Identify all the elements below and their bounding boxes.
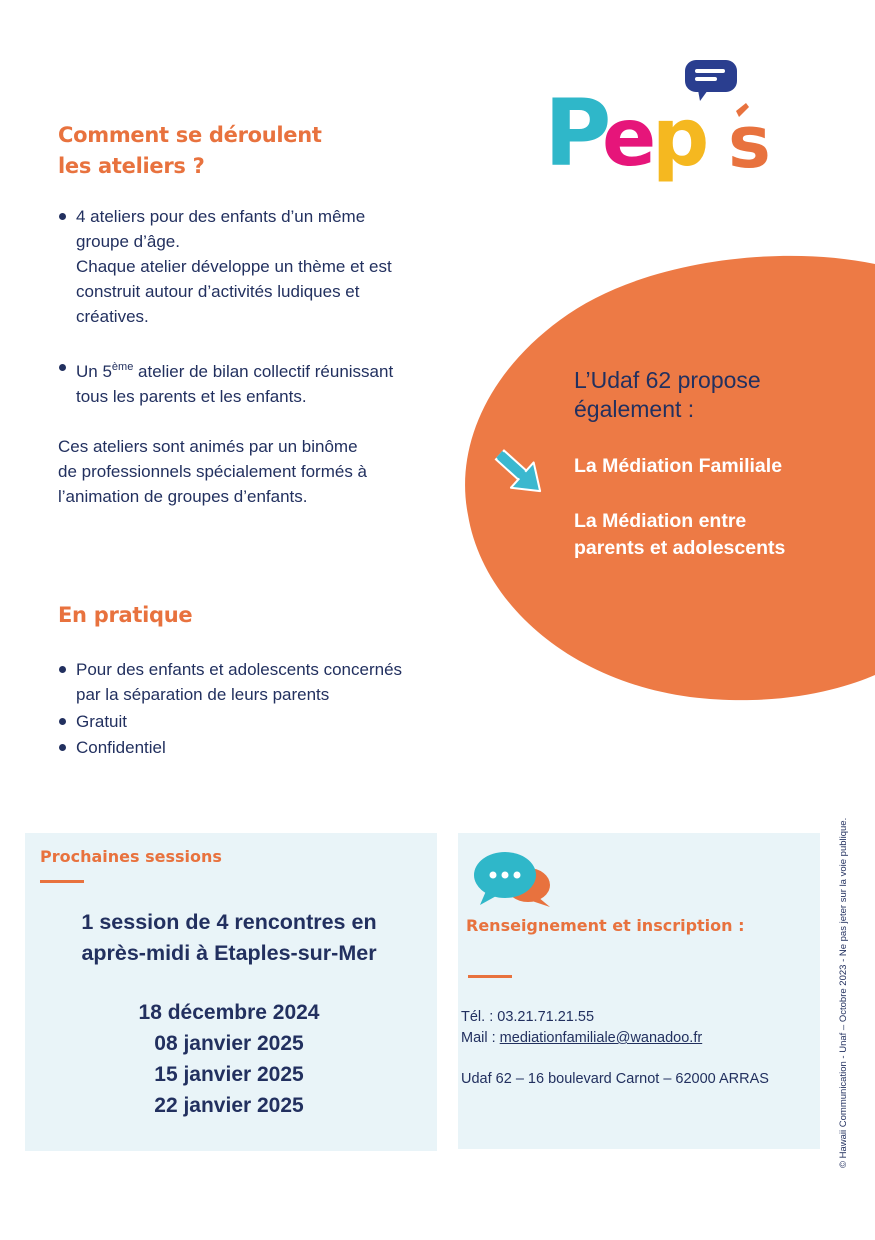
sessions-dates: [25, 997, 433, 1121]
pratique-content: [58, 657, 458, 760]
pratique-list: [58, 657, 458, 760]
text-line: La Médiation entre: [574, 510, 747, 532]
text-line: 1 session de 4 rencontres en: [81, 910, 377, 934]
session-date: 15 janvier 2025: [154, 1063, 304, 1086]
ateliers-paragraph: [58, 434, 458, 509]
list-item: [58, 204, 458, 329]
sessions-title: Prochaines sessions: [40, 847, 222, 866]
blob-shape: [460, 250, 875, 710]
peps-logo-graphic: [540, 55, 790, 185]
text-line: également :: [574, 396, 695, 422]
chat-bubbles-icon: [472, 849, 556, 911]
session-date: 18 décembre 2024: [138, 1001, 320, 1024]
text-line: construit autour d’activités ludiques et: [76, 282, 360, 301]
list-item: Confidentiel: [58, 735, 458, 760]
contact-divider: [468, 975, 512, 978]
text-line: 4 ateliers pour des enfants d’un même: [76, 207, 366, 226]
contact-details: [461, 1007, 769, 1090]
email-link[interactable]: mediationfamiliale@wanadoo.fr: [499, 1030, 703, 1046]
ateliers-list: [58, 204, 458, 409]
email-line: Mail : mediationfamiliale@wanadoo.fr: [461, 1030, 703, 1046]
text-line: Ces ateliers sont animés par un binôme: [58, 437, 358, 456]
section-title-pratique: En pratique: [58, 603, 193, 627]
blob-item-mediation-ados: [574, 508, 785, 562]
section-title-line: les ateliers ?: [58, 154, 205, 178]
peps-logo: [540, 55, 790, 185]
blob-item-mediation-familiale: La Médiation Familiale: [574, 455, 783, 477]
blob-intro: [574, 366, 761, 424]
sessions-panel: [25, 833, 437, 1151]
text-line: créatives.: [76, 307, 149, 326]
text-line: de professionnels spécialement formés à: [58, 462, 367, 481]
contact-panel: [458, 833, 820, 1149]
section-title-line: Comment se déroulent: [58, 123, 322, 147]
text-line: tous les parents et les enfants.: [76, 387, 307, 406]
svg-text:e: e: [602, 91, 657, 184]
section-title-ateliers: [58, 120, 322, 182]
text-line: après-midi à Etaples-sur-Mer: [81, 941, 377, 965]
orange-blob: [460, 250, 875, 710]
list-item: Gratuit: [58, 709, 458, 734]
text-line: L’Udaf 62 propose: [574, 367, 761, 393]
sessions-description: [25, 907, 433, 969]
svg-text:P: P: [544, 80, 612, 185]
text-line: Pour des enfants et adolescents concernés: [76, 660, 403, 679]
text-line: Un 5ème atelier de bilan collectif réunissant: [76, 361, 394, 381]
text-line: groupe d’âge.: [76, 232, 180, 251]
session-date: 08 janvier 2025: [154, 1032, 304, 1055]
svg-text:s: s: [728, 100, 771, 184]
credit-text: © Hawaii Communication - Unaf – Octobre 2023 - Ne pas jeter sur la voie publique.: [838, 817, 849, 1168]
session-date: 22 janvier 2025: [154, 1094, 304, 1117]
address: Udaf 62 – 16 boulevard Carnot – 62000 ARRAS: [461, 1071, 769, 1087]
phone-number: Tél. : 03.21.71.21.55: [461, 1009, 595, 1025]
text-line: parents et adolescents: [574, 537, 786, 559]
ateliers-content: [58, 204, 458, 509]
contact-title: Renseignement et inscription :: [466, 916, 745, 935]
sessions-divider: [40, 880, 84, 883]
list-item: [58, 657, 458, 707]
text-line: l’animation de groupes d’enfants.: [58, 487, 308, 506]
svg-text:p: p: [652, 91, 710, 184]
text-line: par la séparation de leurs parents: [76, 685, 330, 704]
text-line: Chaque atelier développe un thème et est: [76, 257, 392, 276]
list-item: [58, 355, 458, 409]
